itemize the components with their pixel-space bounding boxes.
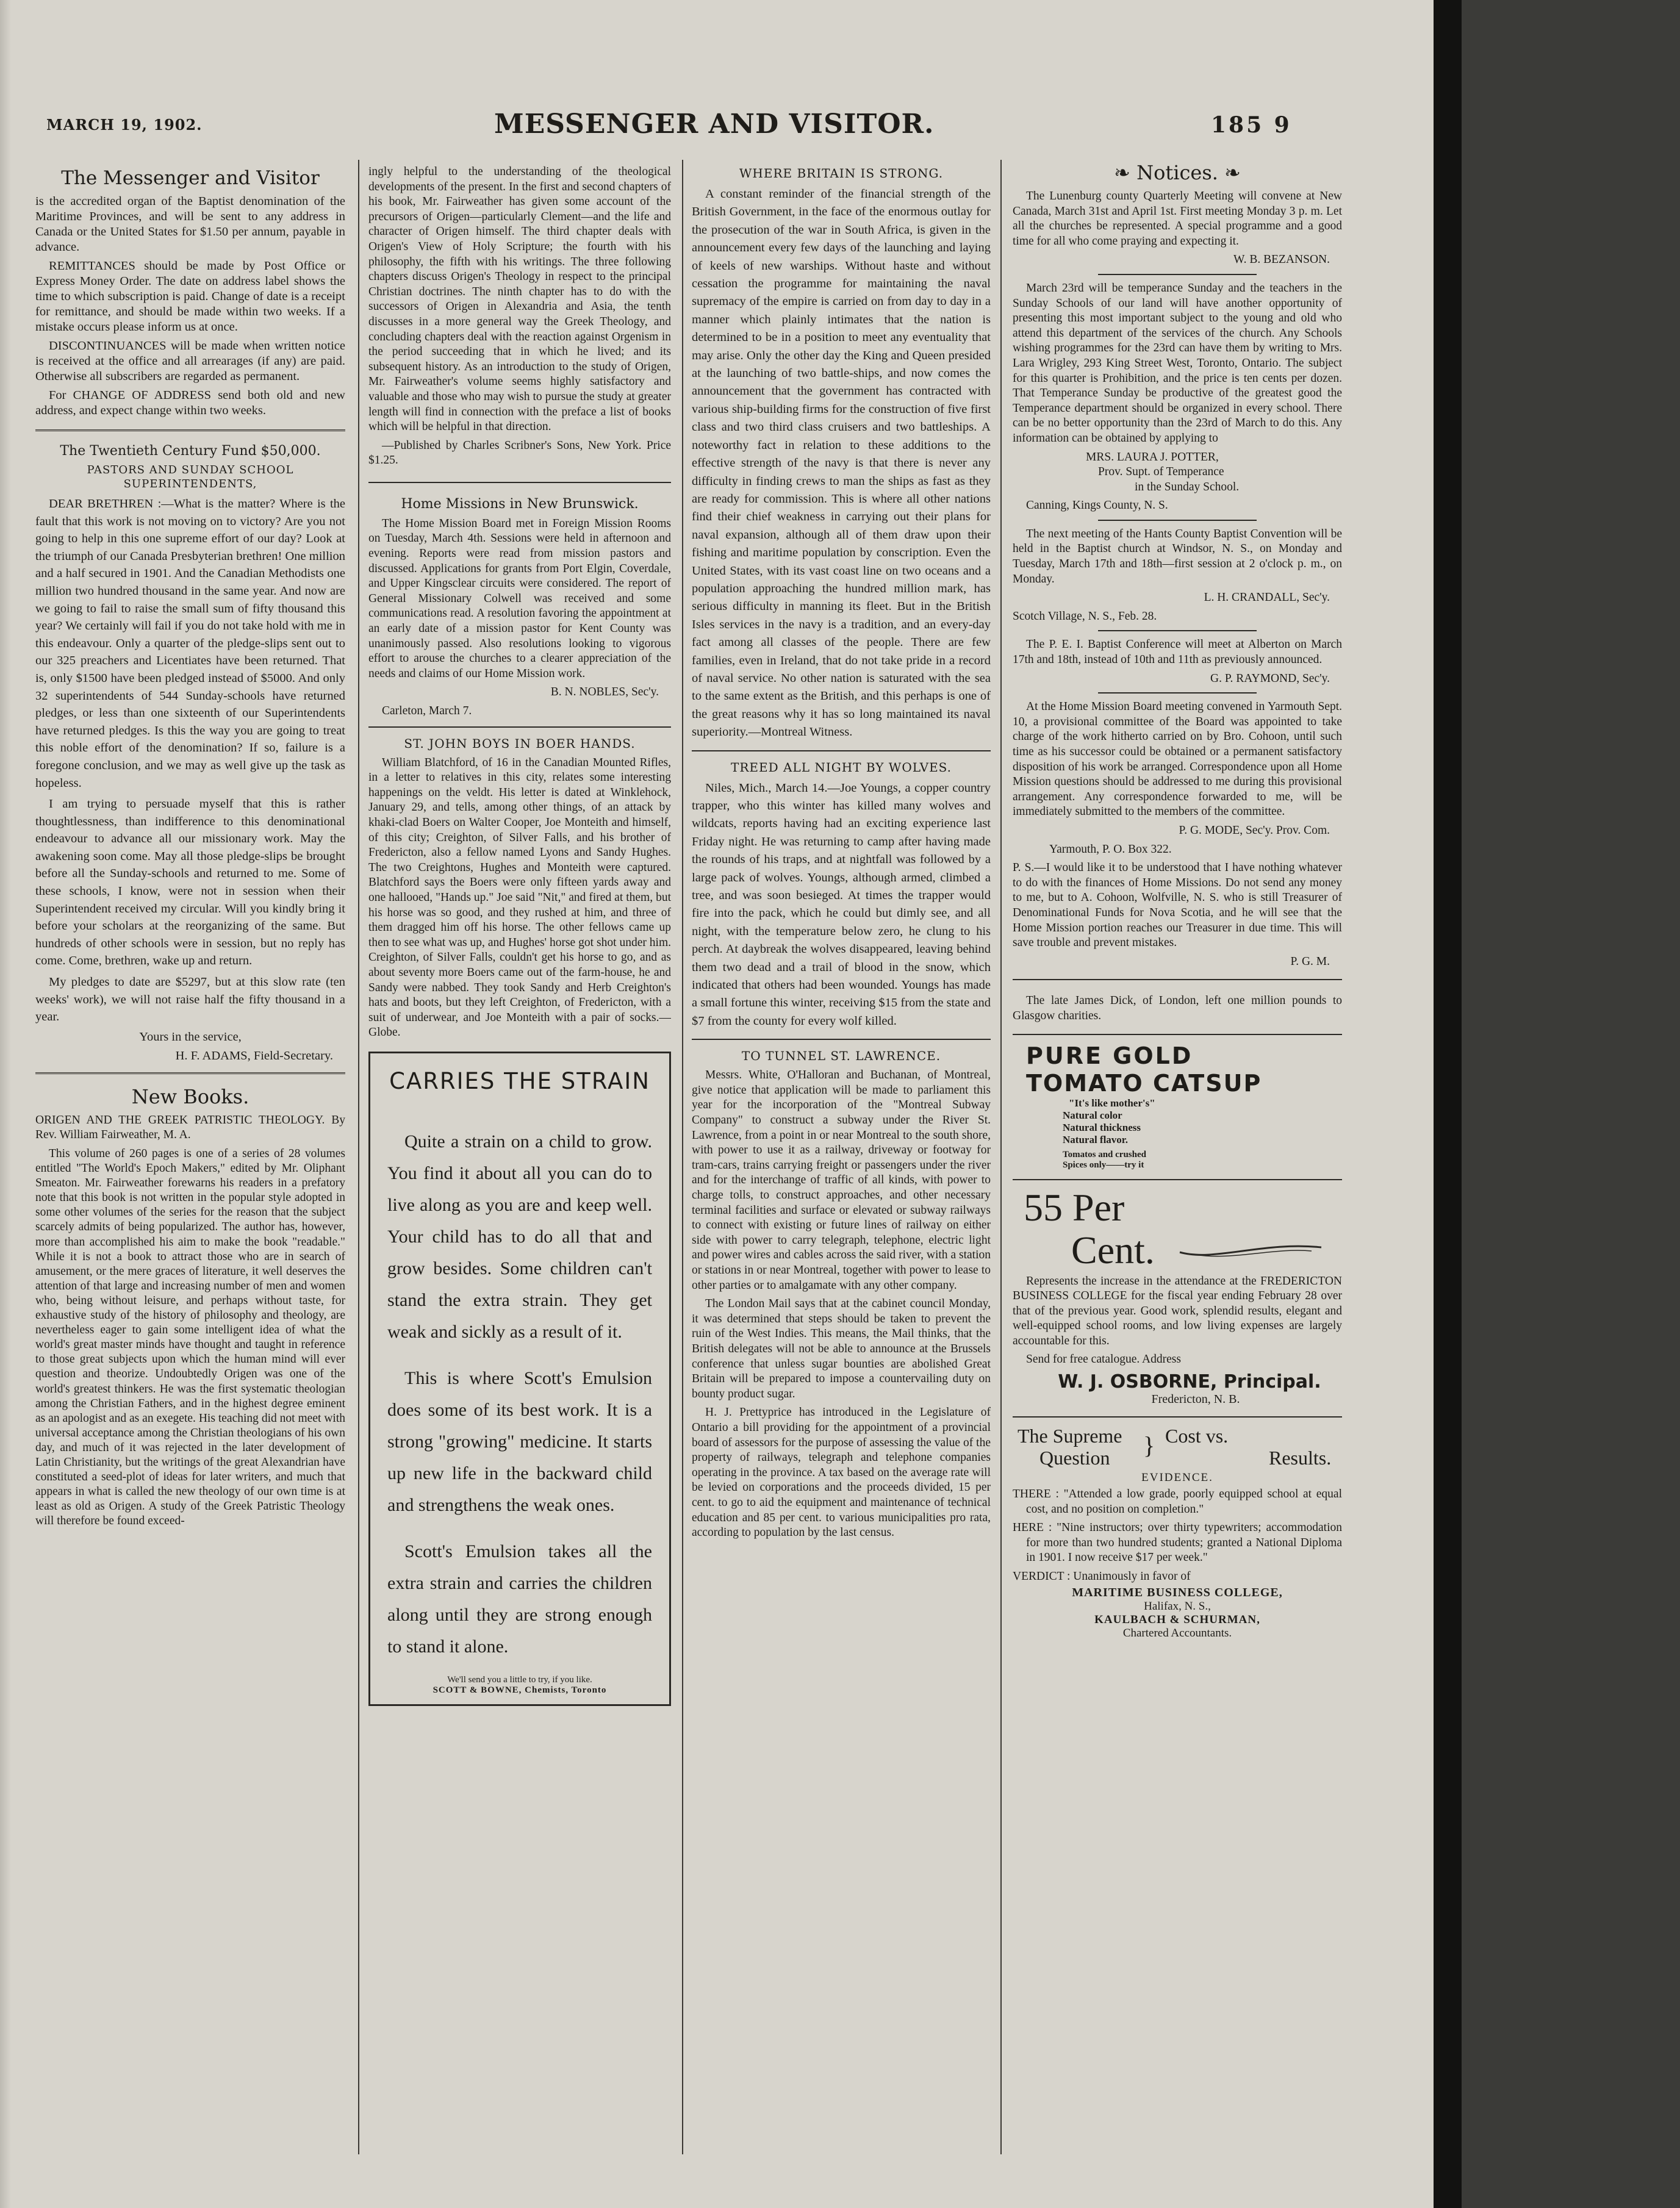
section-divider [1013, 1179, 1342, 1180]
signature: P. G. M. [1290, 955, 1330, 968]
paragraph: At the Home Mission Board meeting convened in Yarmouth Sept. 10, a provisional committee of the Board was appointed to take charge of the work hitherto carried on by Bro. Cohoon, until such time as his successor could be obtained or a permanent satisfactory disposition of his work be arranged. Correspondence upon all Home Mission questions should be addressed to me during this provisional arrangement. Any correspondence forwarded to me, will be immediately submitted to the members of the committee. [1013, 700, 1342, 819]
ad-subhead: EVIDENCE. [1141, 1471, 1213, 1485]
ad-advertiser: SCOTT & BOWNE, Chemists, Toronto [433, 1685, 607, 1695]
ad-headline-part: The Supreme [1018, 1425, 1122, 1447]
section-title: The Messenger and Visitor [61, 167, 320, 189]
section-divider [1013, 1034, 1342, 1035]
signature: P. G. MODE, Sec'y. Prov. Com. [1179, 823, 1330, 837]
ad-paragraph: Scott's Emulsion takes all the extra strain and carries the children along until they are strong enough to stand it alone. [387, 1541, 652, 1657]
masthead-title: MESSENGER AND VISITOR. [494, 109, 935, 140]
ad-headline [1013, 1425, 1342, 1470]
signature: B. N. NOBLES, Sec'y. [550, 686, 659, 699]
ad-paragraph: Quite a strain on a child to grow. You find it about all you can do to live along as you are and keep well. Your child has to do all that and grow besides. Some children can't stand the extra strain. They get weak and sickly as a result of it. [387, 1131, 652, 1342]
fredericton-college-ad [1013, 1186, 1342, 1407]
paragraph: William Blatchford, of 16 in the Canadian Mounted Rifles, in a letter to relatives in this city, relates some interesting happenings on the veldt. His letter is dated at Winklehock, January 29, and tells, among other things, of an attack by khaki-clad Boers on Walter Cooper, Joe Monteith and himself, of this city; Creighton, of Silver Falls, and his brother of Fredericton, also a fellow named Lyons and Sandy Hughes. The two Creightons, Hughes and Monteith were captured. Blatchford says the Boers were only fifteen yards away and one hallooed, "Hands up." Joe said "Nit," and fired at them, but his horse was so good, and they rushed at him, and three of them dragged him off his horse. The other fellows came up then to see what was up, and Hughes' horse got shot under him. Creighton, of Silver Falls, couldn't get his horse to go, and as about seventy more Boers came out of the farm-house, he and Sandy were nabbed. They took Sandy and Herb Creighton's hats and boots, but they left Creighton, of Fredericton, with a suit of underwear, and Joe Monteith with a pair of socks.—Globe. [368, 756, 671, 1039]
section-title: TREED ALL NIGHT BY WOLVES. [730, 759, 952, 775]
paragraph: For CHANGE OF ADDRESS send both old and new address, and expect change within two weeks. [35, 389, 345, 417]
section-divider [1013, 979, 1342, 980]
section-divider [1098, 692, 1257, 694]
section-divider [1098, 520, 1257, 521]
paragraph: This volume of 260 pages is one of a series of 28 volumes entitled "The World's Epoch Makers," edited by Mr. Oliphant Smeaton. Mr. Fairweather forewarns his readers in a prefatory note that this book is not written in the popular style adopted in some other volumes of the series for the reason that the subject scarcely admits of being popularized. The author has, however, more than accomplished his aim to make the book "readable." While it is not a book to attract those who are in search of amusement, or the mere graces of literature, it well deserves the attention of that large and increasing number of men and women who, being without leisure, and perhaps without taste, for exhaustive study of the history of philosophy and theology, are nevertheless eager to gain some intelligent idea of what the world's great master minds have thought and taught in reference to those great subjects upon which the human mind will ever question and theorize. Undoubtedly Origen was one of the world's greatest thinkers. He was the first systematic theologian among the Christian Fathers, and in the highest degree eminent as an apologist and as an exegete. His teaching did not meet with universal acceptance among the Christian theologians of his own day, and much of it was rejected in the later development of Latin Christianity, but the writings of the great Alexandrian have constituted a seed-plot of ideas for later writers, and much that appears in what is called the new theology of our own time is at least as old as Origen. A study of the Greek Patristic Theology will therefore be found exceed- [35, 1147, 345, 1528]
section-divider [35, 1072, 345, 1074]
section-title: New Books. [131, 1084, 249, 1108]
ad-big-figure: 55 Per [1024, 1185, 1125, 1229]
section-subtitle: SUPERINTENDENTS, [123, 478, 257, 490]
paragraph: A constant reminder of the financial strength of the British Government, in the face of the enormous outlay for the prosecution of the war in South Africa, is given in the announcement every few days of the launching and laying of keels of new warships. Without haste and without cessation the programme for maintaining the naval supremacy of the empire is carried on from day to day in a manner which plainly intimates that the nation is determined to be in a position to meet any eventuality that may arise. Only the other day the King and Queen presided at the launching of two battle-ships, and now comes the announcement that the government has contracted with various ship-building firms for the construction of five first class and two third class cruisers and two battleships. A noteworthy fact in relation to these additions to the effective strength of the navy is that there is never any difficulty in finding crews to man the ships as fast as they are ready for commission. This is where all other nations find their chief weakness in carrying out their plans for naval expansion, although all of them draw upon their fishing and maritime population by conscription. Even the United States, with its vast coast line on two oceans and a population approaching the hundred million mark, has serious difficulty in manning its fleet. But in the British Isles services in the navy is a tradition, and an every-day fact among all classes of the people. There are few families, even in Ireland, that do not take pride in a record of naval service. No other nation is saturated with the sea to the same extent as the British, and this perhaps is one of the great reasons why it has so long maintained its naval superiority.—Montreal Witness. [692, 187, 991, 739]
paragraph: is the accredited organ of the Baptist denomination of the Maritime Provinces, and will be sent to any address in Canada or the United States for $1.50 per annum, payable in advance. [35, 195, 345, 254]
ad-headline-part: Question [1039, 1447, 1110, 1469]
signature: Prov. Supt. of Temperance [1098, 465, 1224, 479]
ad-line: "It's like mother's" [1069, 1097, 1155, 1109]
ad-role: Chartered Accountants. [1122, 1626, 1232, 1640]
ad-paragraph: THERE : "Attended a low grade, poorly equipped school at equal cost, and no position on completion." [1013, 1488, 1342, 1516]
column-2 [368, 163, 671, 2176]
ad-headline-part: Results. [1269, 1447, 1332, 1469]
paragraph: The P. E. I. Baptist Conference will meet at Alberton on March 17th and 18th, instead of 10th and 11th as previously announced. [1013, 638, 1342, 667]
section-divider [368, 726, 671, 728]
signature: H. F. ADAMS, Field-Secretary. [175, 1048, 333, 1063]
signature: G. P. RAYMOND, Sec'y. [1210, 672, 1330, 685]
column-rule [358, 160, 359, 2154]
ad-paragraph: HERE : "Nine instructors; over thirty typewriters; accommodation for more than two hundred students; granted a National Diploma in 1901. I now receive $17 per week." [1013, 1521, 1342, 1565]
signature: L. H. CRANDALL, Sec'y. [1204, 591, 1330, 604]
ad-place: Halifax, N. S., [1144, 1599, 1211, 1613]
signature: MRS. LAURA J. POTTER, [1086, 450, 1219, 464]
notices-title: Notices. [1136, 161, 1218, 184]
ad-paragraph: VERDICT : Unanimously in favor of [1013, 1570, 1191, 1583]
ad-headline: TOMATO CATSUP [1026, 1069, 1262, 1097]
ad-footnote: We'll send you a little to try, if you like. [447, 1674, 592, 1685]
ad-names: KAULBACH & SCHURMAN, [1094, 1613, 1260, 1626]
signature: in the Sunday School. [1135, 480, 1240, 493]
paragraph: The Home Mission Board met in Foreign Mission Rooms on Tuesday, March 4th. Sessions were held in afternoon and evening. Reports were read from mission pastors and discussed. Applications for grants from Port Elgin, Coverdale, and Upper Kingsclear circuits were considered. The report of General Missionary Colwell was received and some communications read. A resolution favoring the appointment at an early date of a mission pastor for Kent County was unanimously passed. Also resolutions looking to vigorous effort to arouse the churches to a clearer appreciation of the needs and claims of our Home Mission work. [368, 517, 671, 680]
pure-gold-ad [1013, 1042, 1342, 1170]
paragraph: I am trying to persuade myself that this is rather thoughtlessness, than indifference to this denominational endeavour to advance all our missionary work. May the awakening soon come. May all those pledge-slips be brought before all the Sunday-schools and returned to me. Some of these schools, I know, were not in session when their Superintendent received my circular. Will you kindly bring it before your scholars at the reorganizing of the same. But hundreds of other schools were in session, but no reply has come. Come, brethren, wake up and return. [35, 797, 345, 968]
paragraph: P. S.—I would like it to be understood that I have nothing whatever to do with the finances of Home Missions. Do not send any money to me, but to A. Cohoon, Wolfville, N. S. who is still Treasurer of Denominational Funds for Nova Scotia, and he will see that the Home Mission portion reaches our Treasurer in due time. This will save trouble and prevent mistakes. [1013, 861, 1342, 950]
ad-paragraph: This is where Scott's Emulsion does some of its best work. It is a strong "growing" medicine. It starts up new life in the backward child and strengthens the weak ones. [387, 1367, 652, 1515]
ad-headline-part: Cost vs. [1165, 1425, 1229, 1447]
paragraph: ingly helpful to the understanding of the theological developments of the present. In the first and second chapters of his book, Mr. Fairweather has given some account of the precursors of Origen—particularly Clement—and the life and character of Origen himself. The third chapter deals with Origen's View of Holy Scripture; the fourth with his philosophy, the fifth with his writings. The three following chapters discuss Origen's Theology in respect to the principal Christian doctrines. The ninth chapter has to do with the successors of Origen in Alexandria and Asia, the tenth discusses in a more general way the Greek Theology, and concluding chapters deal with the reaction against Orgenism in the period succeeding that in which he lived; and its subsequent history. As an introduction to the study of Origen, Mr. Fairweather's volume seems highly satisfactory and valuable and those who may wish to pursue the study at greater length will find in connection with the preface a list of books which will be helpful in that direction. [368, 165, 671, 434]
dateline: Yarmouth, P. O. Box 322. [1049, 842, 1172, 856]
ad-line: Spices only——try it [1063, 1160, 1144, 1170]
page-edge-shadow [1434, 0, 1462, 2208]
paragraph: March 23rd will be temperance Sunday and the teachers in the Sunday Schools of our land will have another opportunity of presenting this most important subject to the young and old who attend this department of the services of the church. Any Schools wishing programmes for the 23rd can have them by writing to Mrs. Lara Wrigley, 293 King Street West, Toronto, Ontario. The subject for this quarter is Prohibition, and the price is ten cents per dozen. That Temperance Sunday be productive of the greatest good the Temperance department should be organized in every school. There can be no better opportunity than the 23rd of March to do this. Any information can be obtained by applying to [1013, 281, 1342, 445]
paragraph: Niles, Mich., March 14.—Joe Youngs, a copper country trapper, who this winter has killed many wolves and wildcats, reports having had an exciting experience last Friday night. He was returning to camp after having made the rounds of his traps, and at nightfall was followed by a large pack of wolves. Youngs, although armed, climbed a tree, and was soon besieged. At times the trapper would fire into the pack, which he could but dimly see, and all night, with the temperature below zero, he clung to his perch. At daybreak the wolves disappeared, leaving behind them two dead and a trail of blood in the snow, which indicated that others had been wounded. Youngs has made a small fortune this winter, receiving $15 from the state and $7 from the county for every wolf killed. [692, 781, 991, 1028]
issue-date: MARCH 19, 1902. [46, 116, 203, 134]
publisher-note: —Published by Charles Scribner's Sons, New York. Price $1.25. [368, 439, 671, 467]
ornament-icon: ❧ [1114, 161, 1137, 184]
page-fold-shadow [0, 0, 11, 2208]
dateline: Canning, Kings County, N. S. [1026, 499, 1168, 512]
section-divider [692, 1039, 991, 1040]
section-title: TO TUNNEL ST. LAWRENCE. [741, 1048, 941, 1064]
section-divider [692, 750, 991, 751]
scanner-background [1462, 0, 1680, 2208]
section-divider [35, 429, 345, 431]
signature: W. B. BEZANSON. [1233, 253, 1330, 267]
ad-paragraph: Send for free catalogue. Address [1026, 1353, 1181, 1366]
ad-big-word: Cent. [1071, 1228, 1155, 1272]
column-rule [682, 160, 683, 2154]
section-divider [1098, 274, 1257, 275]
page-number: 185 9 [1211, 112, 1292, 138]
paragraph: The Lunenburg county Quarterly Meeting will convene at New Canada, March 31st and April 1st. First meeting Monday 3 p. m. Let all the churches be represented. A special programme and a good time for all who come praying and expecting it. [1013, 190, 1342, 248]
section-title: The Twentieth Century Fund $50,000. [60, 443, 321, 459]
paragraph: The late James Dick, of London, left one million pounds to Glasgow charities. [1013, 994, 1342, 1022]
ornament-icon: ❧ [1218, 161, 1241, 184]
section-divider [368, 482, 671, 483]
paragraph: DISCONTINUANCES will be made when written notice is received at the office and all arrearages (if any) are paid. Otherwise all subscribers are regarded as permanent. [35, 339, 345, 383]
dateline: Scotch Village, N. S., Feb. 28. [1013, 609, 1157, 623]
column-4 [1013, 160, 1342, 2173]
section-divider [1013, 1416, 1342, 1418]
ad-principal: W. J. OSBORNE, Principal. [1058, 1371, 1321, 1393]
section-title: Home Missions in New Brunswick. [401, 496, 639, 512]
paragraph: REMITTANCES should be made by Post Office or Express Money Order. The date on address label shows the time to which subscription is paid. Change of date is a receipt for remittance, and should be made within two weeks. If a mistake occurs please inform us at once. [35, 259, 345, 334]
closing: Yours in the service, [139, 1030, 242, 1044]
section-subtitle: PASTORS AND SUNDAY SCHOOL [87, 464, 294, 476]
ad-headline: PURE GOLD [1026, 1042, 1193, 1069]
ad-line: Natural flavor. [1063, 1133, 1129, 1145]
section-title: WHERE BRITAIN IS STRONG. [739, 166, 944, 181]
column-3 [692, 163, 991, 2170]
paragraph: My pledges to date are $5297, but at this slow rate (ten weeks' work), we will not raise half the fifty thousand in a year. [35, 975, 345, 1024]
paragraph: The next meeting of the Hants County Baptist Convention will be held in the Baptist church at Windsor, N. S., on Monday and Tuesday, March 17th and 18th—first session at 2 o'clock p. m., on Monday. [1013, 527, 1342, 586]
column-rule [1000, 160, 1002, 2154]
ad-place: Fredericton, N. B. [1151, 1393, 1240, 1407]
ad-line: Natural color [1063, 1109, 1122, 1121]
brace-icon: } [1143, 1432, 1155, 1460]
paragraph: H. J. Prettyprice has introduced in the Legislature of Ontario a bill providing for the appointment of a provincial board of assessors for the purpose of assessing the value of the property of railways, telegraph and telephone companies operating in the province. A tax based on the average rate will be levied on corporations and the proceeds divided, 15 per cent. to go to aid the equipment and maintenance of technical education and 85 per cent. to various municipalities pro rata, according to population by the last census. [692, 1406, 991, 1540]
section-title: ST. JOHN BOYS IN BOER HANDS. [404, 736, 636, 751]
paragraph: DEAR BRETHREN :—What is the matter? Where is the fault that this work is not moving on to victory? Are you not going to help in this one supreme effort of our day? Look at the triumph of our Canada Presbyterian brethren! One million and a half secured in 1901. And the Canadian Methodists one million two hundred thousand in the same year. And now are we going to fail to raise the small sum of fifty thousand this year? We certainly will fail if you do not take hold with me in this endeavour. Only a quarter of the pledge-slips sent out to our 325 preachers and Licentiates have been returned. That is, only $1500 have been pledged instead of $5000. And only 32 superintendents of 544 Sunday-schools have returned pledges, or less than one sixteenth of our Superintendents have returned pledges. Is this the way you are going to treat this noble effort of the denomination? If so, failure is a foregone conclusion, and we may as well give up the task as hopeless. [35, 497, 345, 790]
scotts-emulsion-ad [368, 1052, 671, 1706]
paragraph: The London Mail says that at the cabinet council Monday, it was determined that steps should be taken to prevent the ruin of the West Indies. This means, the Mail thinks, that the British delegates will not be able to announce at the Brussels conference that unless sugar bounties are abolished Great Britain will be prepared to impose a countervailing duty on bounty product sugar. [692, 1297, 991, 1400]
section-divider [1098, 630, 1257, 631]
ad-line: Natural thickness [1063, 1121, 1141, 1133]
ad-headline: CARRIES THE STRAIN [389, 1067, 650, 1094]
flourish-icon [1177, 1239, 1324, 1263]
section-title [1013, 161, 1342, 184]
dateline: Carleton, March 7. [382, 704, 472, 717]
ad-line: Tomatos and crushed [1063, 1149, 1146, 1160]
ad-college: MARITIME BUSINESS COLLEGE, [1072, 1585, 1283, 1599]
ad-big-figure [1013, 1229, 1342, 1274]
ad-paragraph: Represents the increase in the attendance at the FREDERICTON BUSINESS COLLEGE for the fiscal year ending February 28 over that of the previous year. Good work, splendid results, elegant and well-equipped school rooms, and low living expenses are largely accountable for this. [1013, 1274, 1342, 1347]
paragraph: Messrs. White, O'Halloran and Buchanan, of Montreal, give notice that application will be made to parliament this year for the incorporation of the "Montreal Subway Company" to construct a subway under the River St. Lawrence, from a point in or near Montreal to the south shore, with power to use it as a railway, driveway or footway for tram-cars, trains carrying freight or passengers under the river and for the interchange of traffic of all kinds, with power to charge tolls, to construct approaches, and other necessary terminal facilities and surface or elevated or subway railways to connect with existing or future lines of railway on either side with power to carry telegraph, telephone, electric light and power wires and cables across the said river, with a station or stations in or near Montreal, together with power to lease to other parties or to amalgamate with any other company. [692, 1069, 991, 1292]
maritime-college-ad [1013, 1425, 1342, 1640]
book-title: ORIGEN AND THE GREEK PATRISTIC THEOLOGY. By Rev. William Fairweather, M. A. [35, 1113, 345, 1142]
column-1 [35, 163, 345, 2170]
